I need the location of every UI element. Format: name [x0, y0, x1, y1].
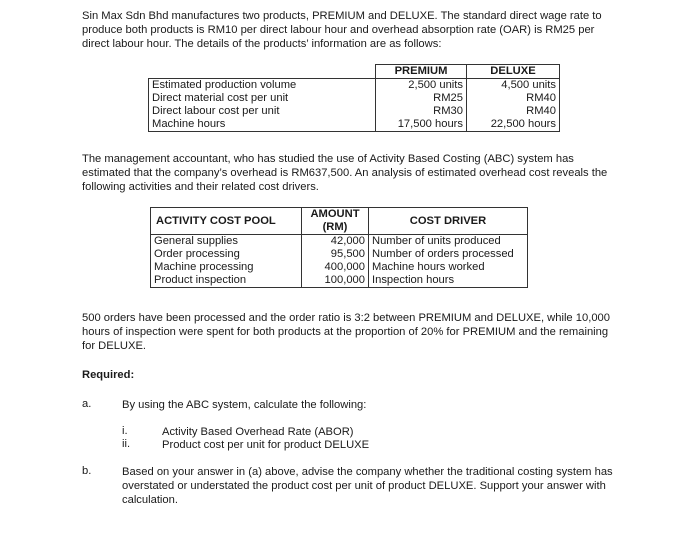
row-label: Direct labour cost per unit	[149, 105, 376, 118]
table-row	[149, 92, 560, 105]
pool-name: Order processing	[151, 248, 302, 261]
deluxe-value: RM40	[467, 105, 560, 118]
premium-value: RM30	[376, 105, 467, 118]
pool-amount: 100,000	[302, 274, 369, 288]
product-table	[148, 64, 560, 132]
pool-name: General supplies	[151, 235, 302, 249]
header-amount-line2: (RM)	[322, 221, 348, 233]
header-premium: PREMIUM	[376, 65, 467, 79]
table-row	[151, 261, 528, 274]
required-heading: Required:	[82, 369, 135, 381]
header-deluxe: DELUXE	[467, 65, 560, 79]
question-a-marker: a.	[82, 398, 92, 410]
row-label: Direct material cost per unit	[149, 92, 376, 105]
row-label: Estimated production volume	[149, 79, 376, 93]
question-a-ii-marker: ii.	[122, 438, 131, 450]
pool-driver: Number of units produced	[369, 235, 528, 249]
pool-amount: 42,000	[302, 235, 369, 249]
pool-driver: Number of orders processed	[369, 248, 528, 261]
abc-table	[150, 207, 528, 288]
question-b-marker: b.	[82, 465, 92, 477]
premium-value: 17,500 hours	[376, 118, 467, 132]
question-a-i-marker: i.	[122, 425, 128, 437]
header-amount	[302, 208, 369, 235]
question-b-text: Based on your answer in (a) above, advise the company whether the traditional costing system has overstated or understated the product cost per unit of product DELUXE. Support your answer with calculation.	[122, 466, 613, 506]
table-row	[149, 118, 560, 132]
pool-driver: Inspection hours	[369, 274, 528, 288]
table-row	[149, 105, 560, 118]
premium-value: 2,500 units	[376, 79, 467, 93]
table-row	[151, 274, 528, 288]
pool-name: Product inspection	[151, 274, 302, 288]
header-cost-driver: COST DRIVER	[369, 208, 528, 235]
table-row	[151, 235, 528, 249]
pool-name: Machine processing	[151, 261, 302, 274]
row-label: Machine hours	[149, 118, 376, 132]
deluxe-value: 22,500 hours	[467, 118, 560, 132]
pool-driver: Machine hours worked	[369, 261, 528, 274]
intro-paragraph: Sin Max Sdn Bhd manufactures two products, PREMIUM and DELUXE. The standard direct wage rate to produce both products is RM10 per direct labour hour and overhead absorption rate (OAR) is RM25 per direct labour hour. The details of the products’ information are as follows:	[82, 10, 602, 50]
deluxe-value: 4,500 units	[467, 79, 560, 93]
question-a-i-text: Activity Based Overhead Rate (ABOR)	[162, 426, 354, 438]
question-a-text: By using the ABC system, calculate the following:	[122, 399, 367, 411]
table-row	[149, 79, 560, 93]
pool-amount: 400,000	[302, 261, 369, 274]
table-row	[151, 248, 528, 261]
abc-intro-paragraph: The management accountant, who has studied the use of Activity Based Costing (ABC) system has estimated that the company’s overhead is RM637,500. An analysis of estimated overhead cost reveals the following activities and their related cost drivers.	[82, 153, 608, 193]
deluxe-value: RM40	[467, 92, 560, 105]
header-amount-line1: AMOUNT	[310, 208, 360, 220]
question-a-ii-text: Product cost per unit for product DELUXE	[162, 439, 370, 451]
header-activity-cost-pool: ACTIVITY COST POOL	[151, 208, 302, 235]
pool-amount: 95,500	[302, 248, 369, 261]
premium-value: RM25	[376, 92, 467, 105]
orders-paragraph: 500 orders have been processed and the order ratio is 3:2 between PREMIUM and DELUXE, while 10,000 hours of inspection were spent for both products at the proportion of 20% for PREMIUM and the remaining for DELUXE.	[82, 312, 610, 352]
